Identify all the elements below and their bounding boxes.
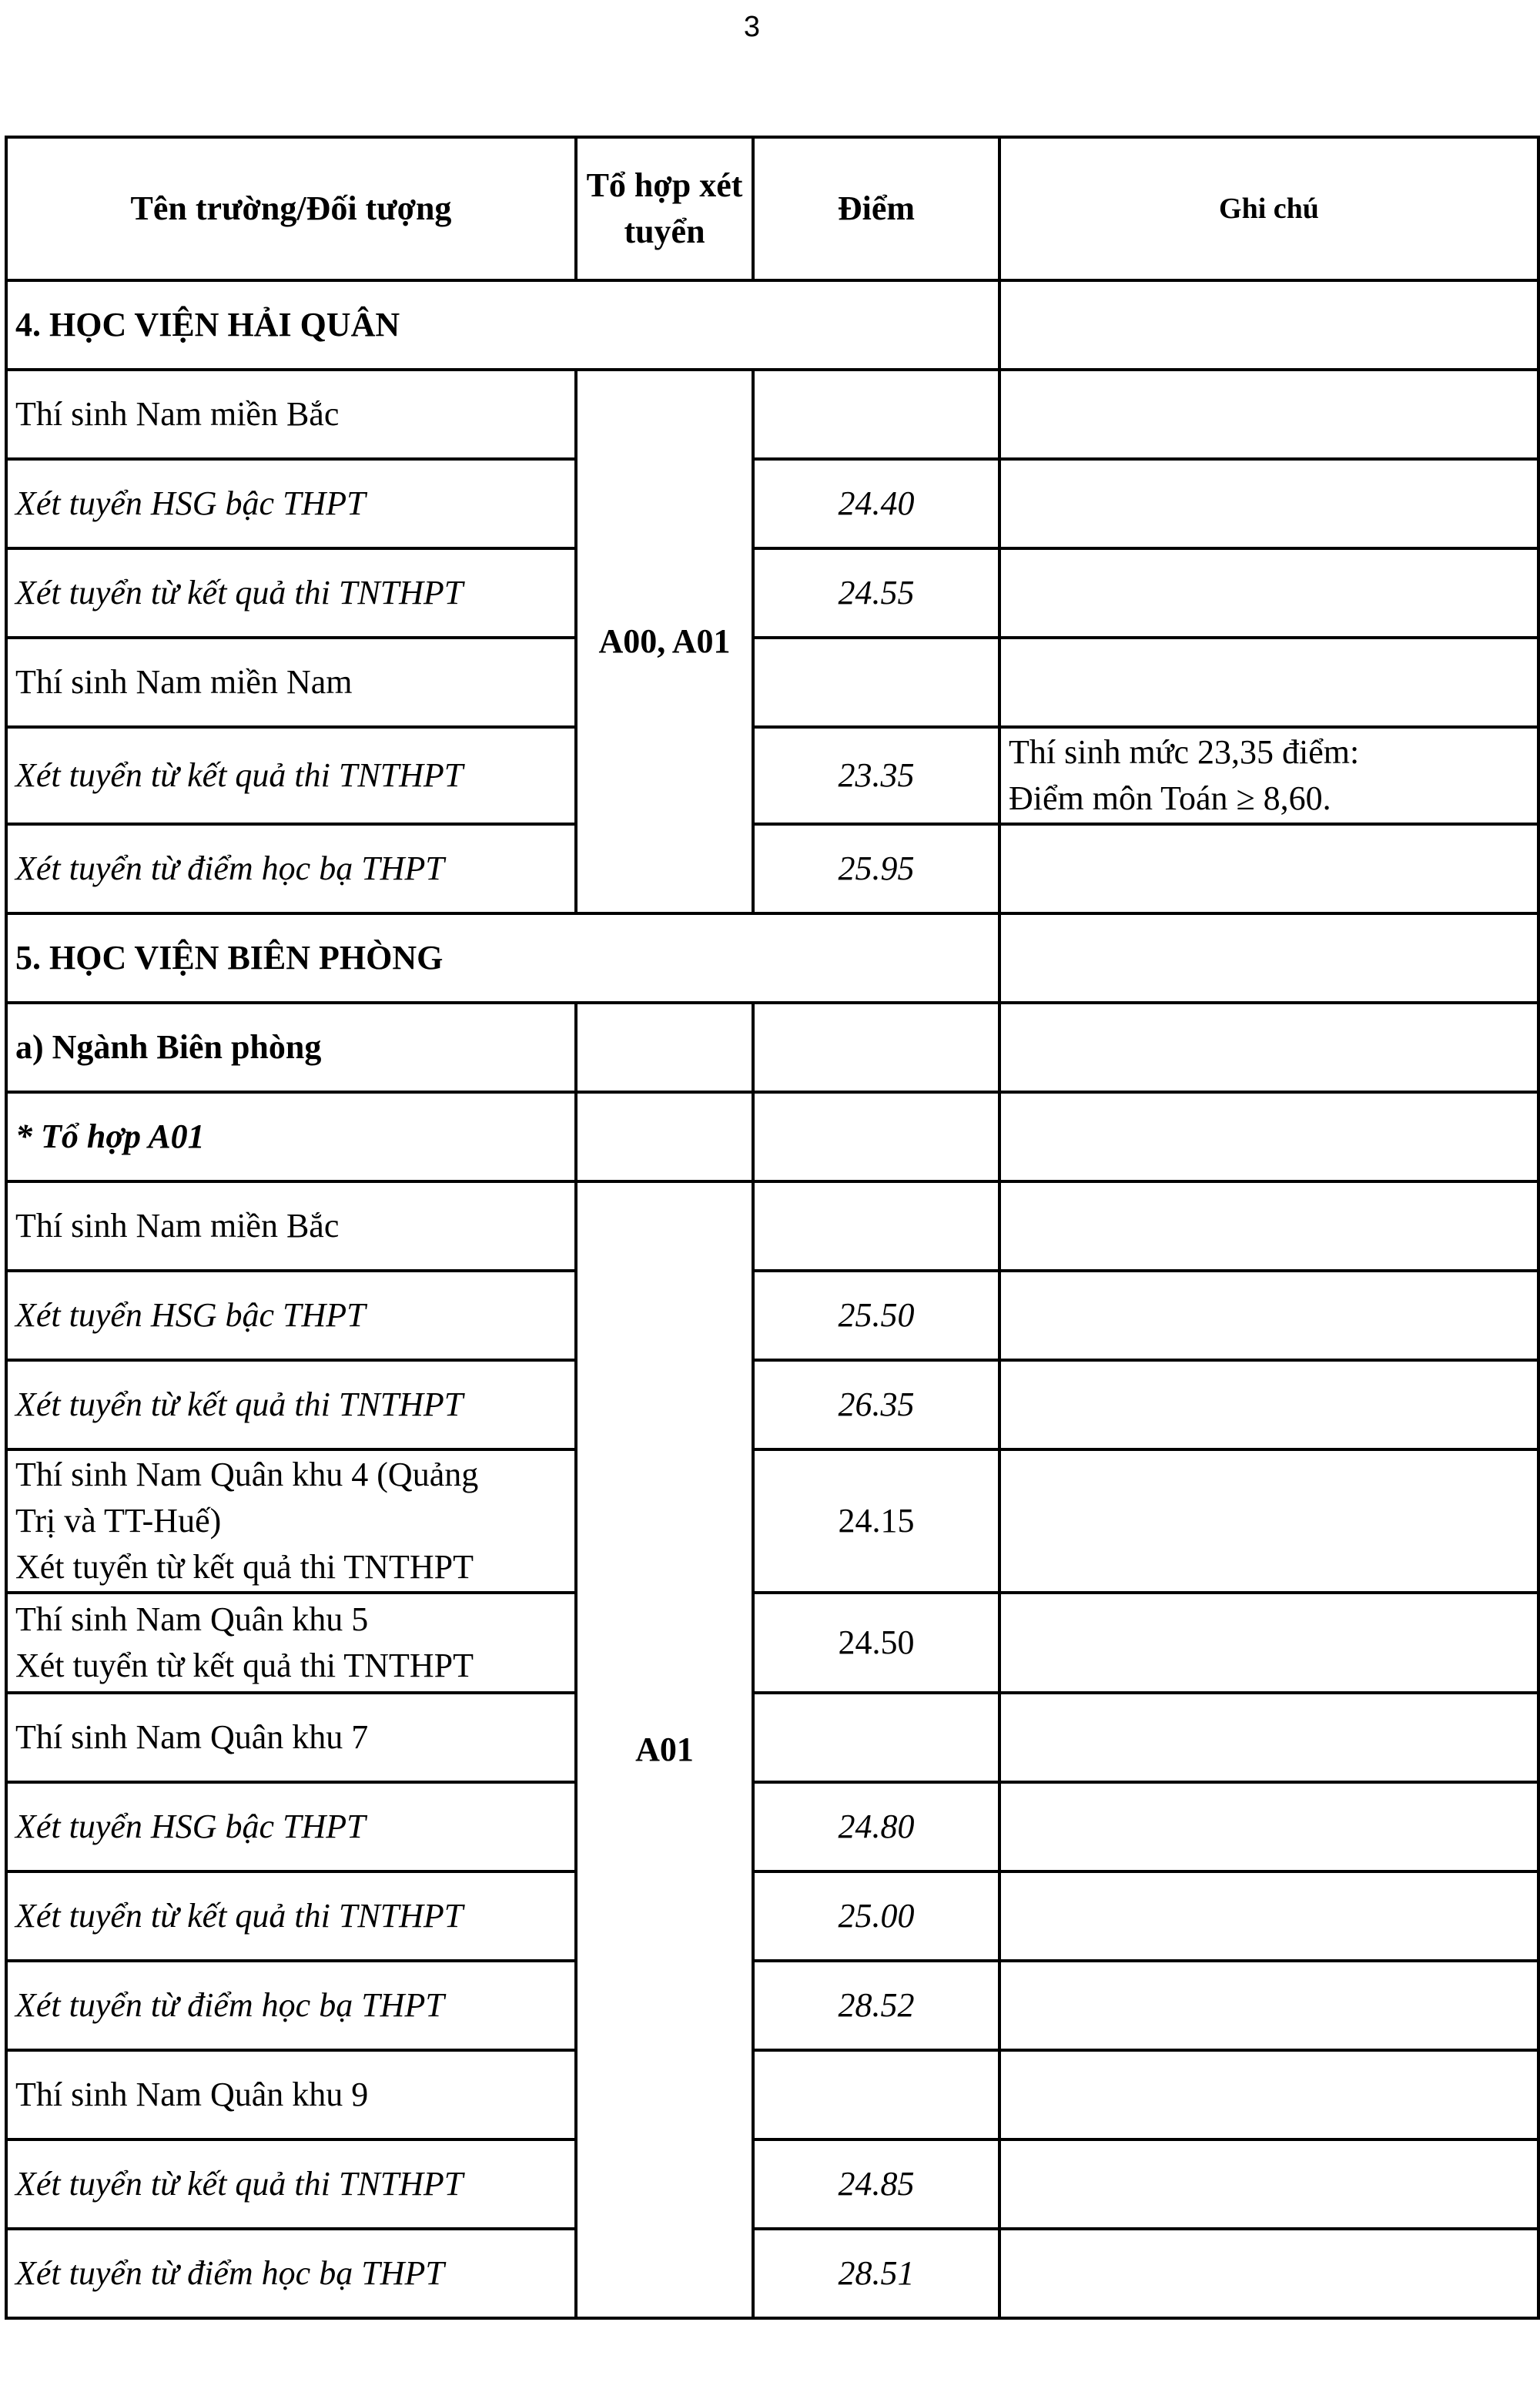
group-row bbox=[6, 638, 1538, 727]
method-row bbox=[6, 1961, 1538, 2050]
major-title: a) Ngành Biên phòng bbox=[6, 1003, 576, 1092]
score-cell: 25.95 bbox=[753, 824, 999, 913]
admission-scores-table bbox=[5, 136, 1540, 2320]
note-cell bbox=[999, 824, 1538, 913]
group-row bbox=[6, 1181, 1538, 1271]
score-cell: 28.52 bbox=[753, 1961, 999, 2050]
group-name: Thí sinh Nam Quân khu 7 bbox=[6, 1693, 576, 1782]
score-cell: 25.00 bbox=[753, 1871, 999, 1961]
section-title: 4. HỌC VIỆN HẢI QUÂN bbox=[6, 280, 999, 370]
combo-cell: A00, A01 bbox=[576, 370, 753, 913]
score-cell: 26.35 bbox=[753, 1360, 999, 1449]
score-cell: 24.15 bbox=[753, 1449, 999, 1593]
note-cell bbox=[999, 1360, 1538, 1449]
school-column-header: Tên trường/Đối tượng bbox=[6, 137, 576, 280]
score-cell bbox=[753, 370, 999, 459]
score-cell bbox=[753, 638, 999, 727]
note-cell bbox=[999, 727, 1538, 824]
combo-cell bbox=[576, 1092, 753, 1181]
group-line: Thí sinh Nam Quân khu 5 bbox=[15, 1600, 369, 1638]
score-cell: 24.55 bbox=[753, 548, 999, 638]
note-cell bbox=[999, 1593, 1538, 1693]
method-name: Xét tuyển từ kết quả thi TNTHPT bbox=[6, 1360, 576, 1449]
subhead-row bbox=[6, 1092, 1538, 1181]
method-row bbox=[6, 459, 1538, 548]
note-cell bbox=[999, 548, 1538, 638]
score-cell bbox=[753, 2050, 999, 2139]
method-line: Xét tuyển từ kết quả thi TNTHPT bbox=[15, 1548, 474, 1586]
score-column-header: Điểm bbox=[753, 137, 999, 280]
method-row bbox=[6, 2139, 1538, 2229]
method-row bbox=[6, 824, 1538, 913]
section-row bbox=[6, 280, 1538, 370]
score-cell: 24.85 bbox=[753, 2139, 999, 2229]
page-number: 3 bbox=[743, 11, 761, 43]
note-cell bbox=[999, 913, 1538, 1003]
method-name: Xét tuyển HSG bậc THPT bbox=[6, 459, 576, 548]
note-cell bbox=[999, 1003, 1538, 1092]
note-cell bbox=[999, 1181, 1538, 1271]
group-name: Thí sinh Nam miền Nam bbox=[6, 638, 576, 727]
group-row bbox=[6, 2050, 1538, 2139]
method-row bbox=[6, 727, 1538, 824]
group-name: Thí sinh Nam miền Bắc bbox=[6, 1181, 576, 1271]
score-cell bbox=[753, 1092, 999, 1181]
group-row bbox=[6, 1693, 1538, 1782]
score-cell: 24.40 bbox=[753, 459, 999, 548]
group-name: Thí sinh Nam Quân khu 9 bbox=[6, 2050, 576, 2139]
multi-row bbox=[6, 1593, 1538, 1693]
note-line: Điểm môn Toán ≥ 8,60. bbox=[1009, 779, 1331, 817]
method-row bbox=[6, 2229, 1538, 2318]
note-cell bbox=[999, 459, 1538, 548]
group-line: Trị và TT-Huế) bbox=[15, 1502, 222, 1540]
note-cell bbox=[999, 1693, 1538, 1782]
method-line: Xét tuyển từ kết quả thi TNTHPT bbox=[15, 1647, 474, 1684]
note-cell bbox=[999, 1271, 1538, 1360]
combo-cell bbox=[576, 1003, 753, 1092]
method-name: Xét tuyển từ điểm học bạ THPT bbox=[6, 824, 576, 913]
note-cell bbox=[999, 1961, 1538, 2050]
method-name: Xét tuyển từ điểm học bạ THPT bbox=[6, 1961, 576, 2050]
note-cell bbox=[999, 1782, 1538, 1871]
score-cell: 23.35 bbox=[753, 727, 999, 824]
group-name bbox=[6, 1593, 576, 1693]
group-name: Thí sinh Nam miền Bắc bbox=[6, 370, 576, 459]
note-cell bbox=[999, 1871, 1538, 1961]
header-row bbox=[6, 137, 1538, 280]
method-row bbox=[6, 1782, 1538, 1871]
score-cell bbox=[753, 1693, 999, 1782]
method-row bbox=[6, 548, 1538, 638]
note-cell bbox=[999, 638, 1538, 727]
note-cell bbox=[999, 2139, 1538, 2229]
note-cell bbox=[999, 2050, 1538, 2139]
group-line: Thí sinh Nam Quân khu 4 (Quảng bbox=[15, 1456, 479, 1493]
combo-title: * Tổ hợp A01 bbox=[6, 1092, 576, 1181]
score-cell: 24.50 bbox=[753, 1593, 999, 1693]
subhead-row bbox=[6, 1003, 1538, 1092]
score-cell: 25.50 bbox=[753, 1271, 999, 1360]
group-row bbox=[6, 370, 1538, 459]
method-row bbox=[6, 1871, 1538, 1961]
group-name bbox=[6, 1449, 576, 1593]
method-name: Xét tuyển từ kết quả thi TNTHPT bbox=[6, 548, 576, 638]
combo-cell: A01 bbox=[576, 1181, 753, 2318]
note-column-header: Ghi chú bbox=[999, 137, 1538, 280]
note-cell bbox=[999, 370, 1538, 459]
combo-column-header: Tổ hợp xét tuyển bbox=[576, 137, 753, 280]
score-cell: 28.51 bbox=[753, 2229, 999, 2318]
method-row bbox=[6, 1360, 1538, 1449]
method-name: Xét tuyển từ điểm học bạ THPT bbox=[6, 2229, 576, 2318]
note-cell bbox=[999, 1449, 1538, 1593]
method-name: Xét tuyển HSG bậc THPT bbox=[6, 1271, 576, 1360]
section-title: 5. HỌC VIỆN BIÊN PHÒNG bbox=[6, 913, 999, 1003]
method-name: Xét tuyển từ kết quả thi TNTHPT bbox=[6, 2139, 576, 2229]
note-cell bbox=[999, 280, 1538, 370]
method-name: Xét tuyển HSG bậc THPT bbox=[6, 1782, 576, 1871]
method-name: Xét tuyển từ kết quả thi TNTHPT bbox=[6, 727, 576, 824]
score-cell: 24.80 bbox=[753, 1782, 999, 1871]
method-name: Xét tuyển từ kết quả thi TNTHPT bbox=[6, 1871, 576, 1961]
method-row bbox=[6, 1271, 1538, 1360]
note-cell bbox=[999, 2229, 1538, 2318]
section-row bbox=[6, 913, 1538, 1003]
note-cell bbox=[999, 1092, 1538, 1181]
score-cell bbox=[753, 1181, 999, 1271]
note-line: Thí sinh mức 23,35 điểm: bbox=[1009, 733, 1360, 771]
score-cell bbox=[753, 1003, 999, 1092]
multi-row bbox=[6, 1449, 1538, 1593]
